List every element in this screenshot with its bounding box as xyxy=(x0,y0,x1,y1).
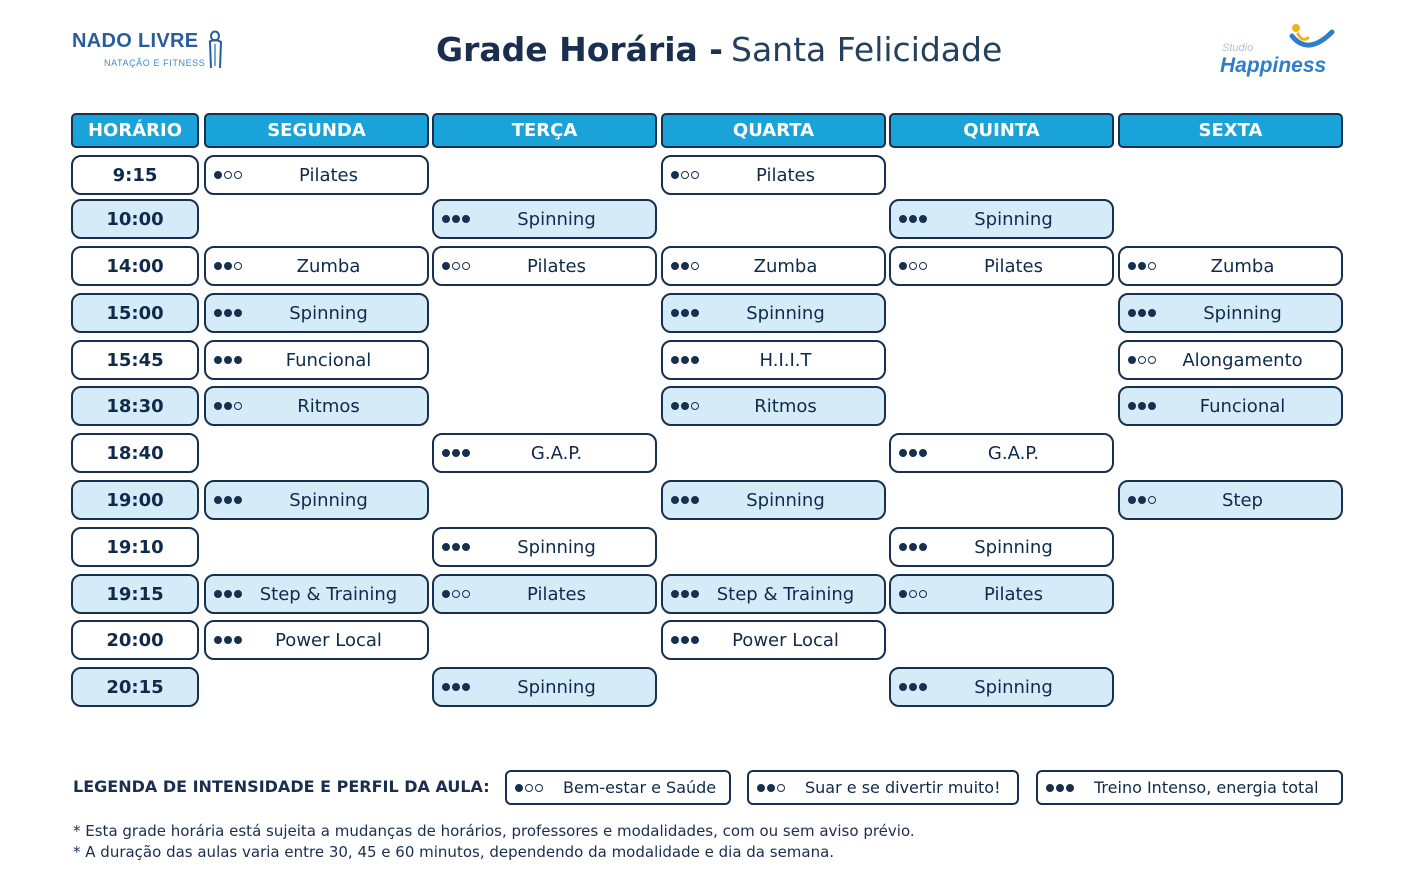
intensity-dot xyxy=(919,543,927,551)
title-location: Santa Felicidade xyxy=(731,30,1003,69)
intensity-dot xyxy=(462,449,470,457)
class-cell xyxy=(432,667,657,707)
intensity-dot xyxy=(681,636,689,644)
intensity-dot xyxy=(919,590,927,598)
intensity-dot xyxy=(1148,356,1156,364)
intensity-dot xyxy=(214,496,222,504)
studio-label: Studio xyxy=(1222,42,1254,54)
intensity-dots-icon xyxy=(214,590,242,598)
intensity-dots-icon xyxy=(214,262,242,270)
intensity-dot xyxy=(462,683,470,691)
intensity-dot xyxy=(1128,496,1136,504)
class-cell xyxy=(204,480,429,520)
intensity-dot xyxy=(681,590,689,598)
intensity-dot xyxy=(452,683,460,691)
class-name: Zumba xyxy=(1210,255,1275,277)
time-slot: 20:00 xyxy=(71,620,199,660)
class-name: Alongamento xyxy=(1182,349,1303,371)
intensity-dot xyxy=(462,215,470,223)
nado-livre-name: NADO LIVRE xyxy=(72,30,199,52)
intensity-dots-icon xyxy=(899,683,927,691)
class-cell xyxy=(661,620,886,660)
class-name: Power Local xyxy=(732,629,839,651)
legend-item xyxy=(505,770,731,805)
time-slot: 10:00 xyxy=(71,199,199,239)
class-name: Funcional xyxy=(1199,395,1286,417)
intensity-dot xyxy=(234,171,242,179)
intensity-dot xyxy=(442,590,450,598)
intensity-dots-icon xyxy=(1046,784,1074,792)
intensity-dot xyxy=(681,356,689,364)
intensity-dot xyxy=(442,683,450,691)
intensity-dot xyxy=(691,356,699,364)
intensity-dot xyxy=(899,449,907,457)
column-header: QUARTA xyxy=(661,113,886,148)
class-name: Spinning xyxy=(517,676,596,698)
intensity-dot xyxy=(671,262,679,270)
intensity-dot xyxy=(224,309,232,317)
class-cell xyxy=(204,340,429,380)
intensity-dot xyxy=(442,449,450,457)
intensity-dot xyxy=(1128,309,1136,317)
class-name: Spinning xyxy=(289,489,368,511)
intensity-dot xyxy=(1066,784,1074,792)
intensity-dot xyxy=(1138,402,1146,410)
intensity-dots-icon xyxy=(214,636,242,644)
class-name: Ritmos xyxy=(297,395,360,417)
studio-happiness-logo xyxy=(1220,22,1340,82)
intensity-dots-icon xyxy=(442,449,470,457)
class-name: Pilates xyxy=(526,255,586,277)
class-name: Spinning xyxy=(1203,302,1282,324)
class-name: Pilates xyxy=(526,583,586,605)
column-header: TERÇA xyxy=(432,113,657,148)
intensity-dot xyxy=(919,215,927,223)
class-cell xyxy=(432,433,657,473)
intensity-dot xyxy=(214,636,222,644)
intensity-dots-icon xyxy=(1128,262,1156,270)
class-name: Funcional xyxy=(285,349,372,371)
class-cell xyxy=(889,574,1114,614)
intensity-dots-icon xyxy=(671,496,699,504)
intensity-dot xyxy=(452,215,460,223)
intensity-dot xyxy=(1148,402,1156,410)
intensity-dots-icon xyxy=(442,543,470,551)
intensity-dot xyxy=(1056,784,1064,792)
intensity-dot xyxy=(691,590,699,598)
intensity-dots-icon xyxy=(671,590,699,598)
title-main: Grade Horária - xyxy=(436,30,723,69)
intensity-dot xyxy=(909,543,917,551)
intensity-dot xyxy=(671,496,679,504)
class-cell xyxy=(432,527,657,567)
intensity-dot xyxy=(899,215,907,223)
class-cell xyxy=(661,293,886,333)
intensity-dots-icon xyxy=(214,402,242,410)
class-name: Step & Training xyxy=(259,583,398,605)
column-header: SEXTA xyxy=(1118,113,1343,148)
intensity-dots-icon xyxy=(671,171,699,179)
class-cell xyxy=(661,340,886,380)
time-slot: 18:40 xyxy=(71,433,199,473)
column-header: HORÁRIO xyxy=(71,113,199,148)
intensity-dots-icon xyxy=(899,262,927,270)
intensity-dot xyxy=(899,683,907,691)
intensity-dot xyxy=(671,309,679,317)
intensity-dots-icon xyxy=(671,636,699,644)
class-cell xyxy=(1118,386,1343,426)
intensity-dot xyxy=(909,215,917,223)
intensity-dot xyxy=(224,402,232,410)
intensity-dot xyxy=(214,590,222,598)
intensity-dot xyxy=(1148,309,1156,317)
intensity-dot xyxy=(224,171,232,179)
intensity-dot xyxy=(462,262,470,270)
intensity-dot xyxy=(234,356,242,364)
intensity-dots-icon xyxy=(899,543,927,551)
intensity-dots-icon xyxy=(757,784,785,792)
intensity-dot xyxy=(681,262,689,270)
swimmer-figure-icon xyxy=(204,30,226,70)
intensity-dot xyxy=(757,784,765,792)
legend-label: Treino Intenso, energia total xyxy=(1094,778,1319,797)
intensity-dot xyxy=(234,636,242,644)
class-cell xyxy=(889,433,1114,473)
intensity-dots-icon xyxy=(899,449,927,457)
intensity-dots-icon xyxy=(515,784,543,792)
class-cell xyxy=(661,155,886,195)
intensity-dot xyxy=(442,215,450,223)
class-name: Spinning xyxy=(746,302,825,324)
intensity-dot xyxy=(214,171,222,179)
legend-item xyxy=(747,770,1019,805)
class-name: G.A.P. xyxy=(530,442,583,464)
class-name: H.I.I.T xyxy=(759,349,812,371)
class-name: Pilates xyxy=(983,255,1043,277)
intensity-dot xyxy=(1138,496,1146,504)
class-name: Zumba xyxy=(296,255,361,277)
time-slot: 14:00 xyxy=(71,246,199,286)
class-name: Zumba xyxy=(753,255,818,277)
class-name: Pilates xyxy=(755,164,815,186)
intensity-dot xyxy=(691,636,699,644)
intensity-dot xyxy=(899,543,907,551)
column-header: SEGUNDA xyxy=(204,113,429,148)
class-cell xyxy=(204,386,429,426)
intensity-dots-icon xyxy=(1128,356,1156,364)
class-cell xyxy=(204,293,429,333)
intensity-dot xyxy=(681,309,689,317)
intensity-dot xyxy=(671,171,679,179)
intensity-dot xyxy=(681,496,689,504)
happiness-smile-icon xyxy=(1288,22,1338,56)
intensity-dot xyxy=(1138,356,1146,364)
intensity-dots-icon xyxy=(214,171,242,179)
class-cell xyxy=(204,246,429,286)
intensity-dot xyxy=(452,590,460,598)
note-line: * Esta grade horária está sujeita a mudanças de horários, professores e modalidades, com ou sem aviso prévio. xyxy=(73,822,915,840)
intensity-dot xyxy=(909,449,917,457)
intensity-dot xyxy=(452,449,460,457)
class-name: Power Local xyxy=(275,629,382,651)
intensity-dot xyxy=(909,683,917,691)
class-cell xyxy=(661,386,886,426)
class-name: Step xyxy=(1222,489,1263,511)
intensity-dots-icon xyxy=(1128,402,1156,410)
intensity-dots-icon xyxy=(442,683,470,691)
time-slot: 15:00 xyxy=(71,293,199,333)
legend-title: LEGENDA DE INTENSIDADE E PERFIL DA AULA: xyxy=(73,777,490,796)
intensity-dot xyxy=(777,784,785,792)
intensity-dot xyxy=(671,590,679,598)
time-slot: 19:15 xyxy=(71,574,199,614)
class-cell xyxy=(1118,480,1343,520)
class-cell xyxy=(432,574,657,614)
intensity-dots-icon xyxy=(1128,496,1156,504)
intensity-dots-icon xyxy=(671,402,699,410)
intensity-dot xyxy=(224,590,232,598)
class-cell xyxy=(889,527,1114,567)
intensity-dot xyxy=(671,636,679,644)
intensity-dot xyxy=(691,402,699,410)
intensity-dot xyxy=(525,784,533,792)
intensity-dot xyxy=(515,784,523,792)
nado-livre-logo xyxy=(72,30,206,68)
notes xyxy=(73,821,915,863)
class-name: Pilates xyxy=(983,583,1043,605)
class-cell xyxy=(1118,293,1343,333)
intensity-dot xyxy=(452,262,460,270)
intensity-dot xyxy=(1148,262,1156,270)
class-name: Spinning xyxy=(517,208,596,230)
class-name: Step & Training xyxy=(716,583,855,605)
class-name: Spinning xyxy=(746,489,825,511)
intensity-dot xyxy=(1128,356,1136,364)
intensity-dot xyxy=(1138,262,1146,270)
class-cell xyxy=(889,246,1114,286)
intensity-dot xyxy=(462,590,470,598)
class-cell xyxy=(204,574,429,614)
nado-livre-subtitle: NATAÇÃO E FITNESS xyxy=(104,58,206,68)
intensity-dots-icon xyxy=(899,215,927,223)
class-cell xyxy=(889,199,1114,239)
time-slot: 19:00 xyxy=(71,480,199,520)
intensity-dot xyxy=(681,402,689,410)
intensity-dot xyxy=(671,356,679,364)
intensity-dot xyxy=(234,496,242,504)
class-cell xyxy=(204,155,429,195)
intensity-dot xyxy=(691,171,699,179)
column-header: QUINTA xyxy=(889,113,1114,148)
class-name: Spinning xyxy=(974,536,1053,558)
class-cell xyxy=(204,620,429,660)
intensity-dots-icon xyxy=(214,496,242,504)
class-name: G.A.P. xyxy=(987,442,1040,464)
intensity-dot xyxy=(671,402,679,410)
class-cell xyxy=(1118,340,1343,380)
intensity-dot xyxy=(224,636,232,644)
intensity-dot xyxy=(214,262,222,270)
intensity-dot xyxy=(919,262,927,270)
intensity-dot xyxy=(681,171,689,179)
legend-label: Suar e se divertir muito! xyxy=(805,778,1001,797)
class-cell xyxy=(889,667,1114,707)
intensity-dots-icon xyxy=(671,356,699,364)
intensity-dot xyxy=(899,590,907,598)
class-cell xyxy=(1118,246,1343,286)
intensity-dot xyxy=(535,784,543,792)
intensity-dot xyxy=(767,784,775,792)
intensity-dot xyxy=(442,262,450,270)
class-cell xyxy=(432,199,657,239)
class-cell xyxy=(661,480,886,520)
intensity-dots-icon xyxy=(671,309,699,317)
time-slot: 20:15 xyxy=(71,667,199,707)
intensity-dot xyxy=(1046,784,1054,792)
intensity-dot xyxy=(1138,309,1146,317)
intensity-dot xyxy=(691,496,699,504)
class-name: Spinning xyxy=(974,676,1053,698)
intensity-dots-icon xyxy=(899,590,927,598)
intensity-dot xyxy=(1128,262,1136,270)
class-name: Spinning xyxy=(517,536,596,558)
intensity-dot xyxy=(214,402,222,410)
note-line: * A duração das aulas varia entre 30, 45 e 60 minutos, dependendo da modalidade e dia da semana. xyxy=(73,843,835,861)
intensity-dots-icon xyxy=(214,356,242,364)
intensity-dot xyxy=(234,262,242,270)
intensity-dots-icon xyxy=(214,309,242,317)
intensity-dot xyxy=(919,683,927,691)
legend-label: Bem-estar e Saúde xyxy=(563,778,717,797)
intensity-dot xyxy=(224,262,232,270)
intensity-dot xyxy=(224,496,232,504)
intensity-dot xyxy=(1128,402,1136,410)
intensity-dots-icon xyxy=(1128,309,1156,317)
class-cell xyxy=(432,246,657,286)
intensity-dots-icon xyxy=(442,262,470,270)
class-name: Spinning xyxy=(289,302,368,324)
class-name: Pilates xyxy=(298,164,358,186)
class-cell xyxy=(661,574,886,614)
intensity-dot xyxy=(909,262,917,270)
time-slot: 18:30 xyxy=(71,386,199,426)
intensity-dot xyxy=(214,356,222,364)
intensity-dot xyxy=(919,449,927,457)
class-name: Spinning xyxy=(974,208,1053,230)
intensity-dot xyxy=(909,590,917,598)
class-cell xyxy=(661,246,886,286)
intensity-dot xyxy=(234,402,242,410)
intensity-dot xyxy=(1148,496,1156,504)
intensity-dot xyxy=(224,356,232,364)
happiness-label: Happiness xyxy=(1220,54,1327,77)
intensity-dot xyxy=(452,543,460,551)
intensity-dot xyxy=(234,590,242,598)
time-slot: 19:10 xyxy=(71,527,199,567)
intensity-dot xyxy=(234,309,242,317)
intensity-dot xyxy=(899,262,907,270)
time-slot: 15:45 xyxy=(71,340,199,380)
intensity-dot xyxy=(691,309,699,317)
intensity-dot xyxy=(442,543,450,551)
intensity-dot xyxy=(214,309,222,317)
intensity-dots-icon xyxy=(442,215,470,223)
intensity-dots-icon xyxy=(442,590,470,598)
intensity-dots-icon xyxy=(671,262,699,270)
legend-item xyxy=(1036,770,1343,805)
page-title xyxy=(436,30,1002,69)
time-slot: 9:15 xyxy=(71,155,199,195)
class-name: Ritmos xyxy=(754,395,817,417)
intensity-dot xyxy=(462,543,470,551)
intensity-dot xyxy=(691,262,699,270)
